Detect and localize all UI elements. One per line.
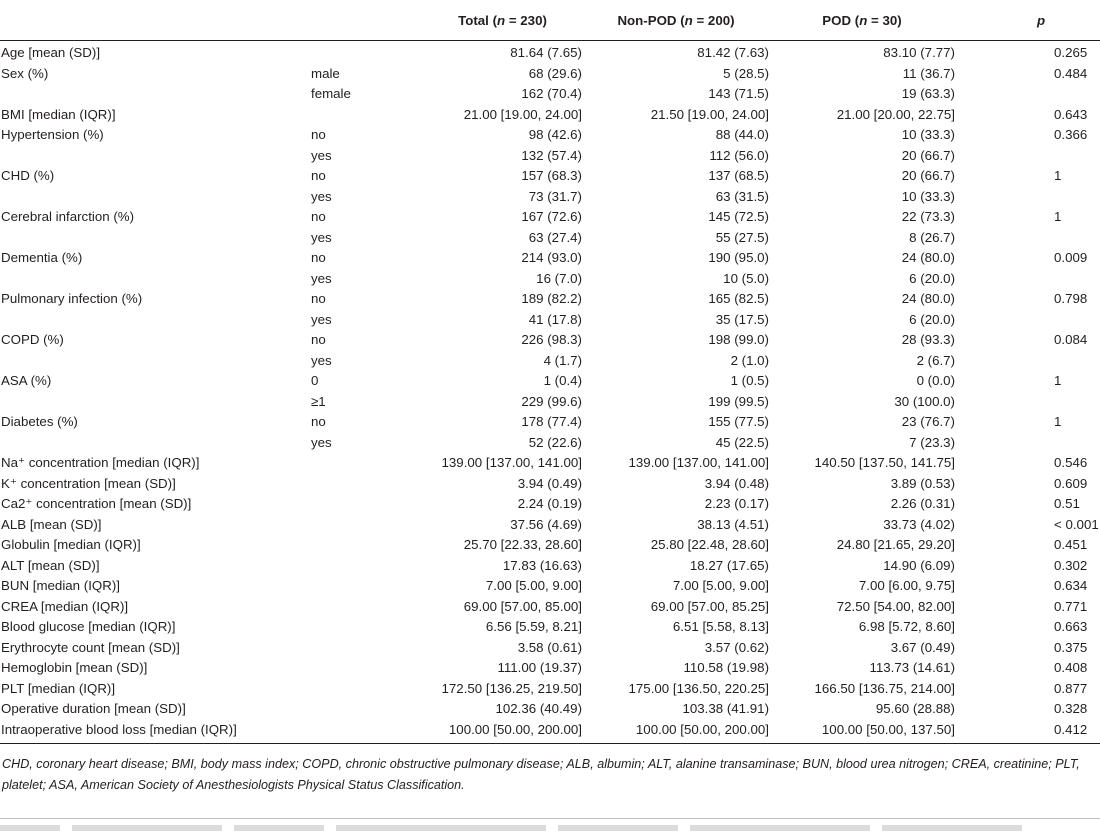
- cell-p-value: 0.084: [1054, 332, 1088, 347]
- table-row: [0, 576, 1100, 597]
- table-row: [0, 289, 1100, 310]
- cell-p-value: 0.771: [1054, 598, 1088, 614]
- cell-level: no: [311, 291, 326, 306]
- cell-p-value: 1: [1054, 168, 1062, 183]
- table-row: [0, 433, 1100, 454]
- cell-total: 41 (17.8): [528, 311, 582, 327]
- table-row: [0, 515, 1100, 536]
- cell-p-value: [955, 187, 1100, 208]
- cell-variable: Age [mean (SD)]: [1, 45, 101, 60]
- cell-non-pod: 112 (56.0): [709, 147, 769, 163]
- cell-p-value: 0.484: [1054, 65, 1088, 81]
- cell-pod: 10 (33.3): [901, 127, 955, 142]
- cell-non-pod: 3.57 (0.62): [704, 639, 769, 655]
- cell-level: yes: [311, 229, 332, 245]
- cell-total: 3.58 (0.61): [517, 639, 582, 655]
- cell-pod: 19 (63.3): [901, 86, 955, 101]
- cell-variable: Cerebral infarction (%): [1, 209, 135, 224]
- cell-pod: 8 (26.7): [909, 229, 955, 245]
- cell-variable: Ca2⁺ concentration [mean (SD)]: [1, 496, 192, 511]
- cell-total: 16 (7.0): [536, 270, 582, 286]
- table-row: [0, 248, 1100, 269]
- cell-variable: ALT [mean (SD)]: [1, 557, 100, 573]
- cell-non-pod: 18.27 (17.65): [689, 557, 769, 573]
- cell-non-pod: 81.42 (7.63): [697, 45, 769, 60]
- cell-pod: 24 (80.0): [901, 250, 955, 265]
- cell-level: no: [311, 332, 326, 347]
- cell-level: yes: [311, 434, 332, 450]
- cell-variable: [0, 187, 308, 208]
- cell-pod: 166.50 [136.75, 214.00]: [814, 680, 955, 696]
- cell-non-pod: 10 (5.0): [723, 270, 769, 286]
- cell-pod: 22 (73.3): [901, 209, 955, 224]
- cell-variable: CREA [median (IQR)]: [1, 598, 129, 614]
- cell-level: [308, 474, 422, 495]
- cell-non-pod: 199 (99.5): [708, 393, 769, 409]
- cell-non-pod: 7.00 [5.00, 9.00]: [672, 578, 769, 593]
- cell-variable: Na⁺ concentration [median (IQR)]: [1, 455, 200, 470]
- cell-variable: Diabetes (%): [1, 414, 78, 429]
- cell-variable: [0, 310, 308, 331]
- cell-p-value: 0.009: [1054, 250, 1088, 265]
- cell-p-value: 1: [1054, 414, 1062, 429]
- cell-level: yes: [311, 188, 332, 204]
- cell-non-pod: 6.51 [5.58, 8.13]: [672, 619, 769, 634]
- cell-p-value: 0.412: [955, 720, 1100, 744]
- cell-total: 69.00 [57.00, 85.00]: [463, 598, 582, 614]
- cell-level: [308, 556, 422, 577]
- table-row: [0, 412, 1100, 433]
- cell-variable: K⁺ concentration [mean (SD)]: [1, 475, 176, 491]
- cell-level: [308, 453, 422, 474]
- cell-pod: 20 (66.7): [901, 168, 955, 183]
- cell-level: no: [311, 209, 326, 224]
- cell-pod: 6 (20.0): [909, 311, 955, 327]
- cell-total: 37.56 (4.69): [510, 516, 582, 532]
- cell-level: ≥1: [311, 393, 326, 409]
- cell-non-pod: 198 (99.0): [708, 332, 769, 347]
- table-row: [0, 125, 1100, 146]
- table-row: [0, 658, 1100, 679]
- cell-level: no: [311, 250, 326, 265]
- cell-non-pod: 139.00 [137.00, 141.00]: [628, 455, 769, 470]
- cell-p-value: [955, 84, 1100, 105]
- cell-total: 25.70 [22.33, 28.60]: [463, 537, 582, 552]
- cell-non-pod: 45 (22.5): [715, 434, 769, 450]
- header-total-pre: Total (: [458, 12, 497, 28]
- table-row: [0, 84, 1100, 105]
- cell-level: [308, 105, 422, 126]
- cell-total: 3.94 (0.49): [517, 475, 582, 491]
- cell-variable: Globulin [median (IQR)]: [1, 537, 141, 552]
- cell-non-pod: 3.94 (0.48): [704, 475, 769, 491]
- cell-pod: 11 (36.7): [902, 65, 955, 81]
- table-row: [0, 453, 1100, 474]
- cell-pod: 6.98 [5.72, 8.60]: [858, 619, 955, 634]
- cell-pod: 2.26 (0.31): [890, 496, 955, 511]
- cell-p-value: [955, 392, 1100, 413]
- cell-p-value: 0.798: [1054, 291, 1088, 306]
- cell-total: 102.36 (40.49): [495, 701, 582, 716]
- cell-pod: 72.50 [54.00, 82.00]: [836, 598, 955, 614]
- cell-p-value: 0.265: [1054, 45, 1088, 60]
- cell-p-value: 0.408: [1054, 660, 1088, 675]
- header-pod-n: n: [859, 12, 868, 28]
- header-pod-pre: POD (: [822, 12, 860, 28]
- cell-pod: 21.00 [20.00, 22.75]: [836, 106, 955, 122]
- table-row: [0, 474, 1100, 495]
- cell-variable: [0, 84, 308, 105]
- cell-total: 17.83 (16.63): [502, 557, 582, 573]
- header-pod-post: = 30): [867, 12, 902, 28]
- cell-level: [308, 617, 422, 638]
- cut-off-text-fragment: [0, 825, 1100, 833]
- cell-non-pod: 155 (77.5): [708, 414, 769, 429]
- cell-variable: Erythrocyte count [mean (SD)]: [1, 639, 180, 655]
- cell-non-pod: 143 (71.5): [708, 86, 769, 101]
- table-body: [0, 41, 1100, 744]
- cell-p-value: 0.634: [1054, 578, 1088, 593]
- cell-pod: 24 (80.0): [901, 291, 955, 306]
- cell-level: [308, 41, 422, 64]
- cell-pod: 113.73 (14.61): [869, 660, 955, 675]
- cell-level: yes: [311, 270, 332, 286]
- cell-non-pod: 1 (0.5): [730, 373, 769, 388]
- cell-variable: Operative duration [mean (SD)]: [1, 701, 186, 716]
- cell-total: 172.50 [136.25, 219.50]: [441, 680, 582, 696]
- cell-pod: 0 (0.0): [916, 373, 955, 388]
- cell-total: 98 (42.6): [528, 127, 582, 142]
- cell-variable: Sex (%): [1, 65, 49, 81]
- cell-variable: Hemoglobin [mean (SD)]: [1, 660, 148, 675]
- cell-p-value: 0.451: [1054, 537, 1088, 552]
- cell-pod: 33.73 (4.02): [883, 516, 955, 532]
- cell-total: 226 (98.3): [521, 332, 582, 347]
- cell-level: yes: [311, 147, 332, 163]
- cell-total: 178 (77.4): [521, 414, 582, 429]
- table-row: [0, 617, 1100, 638]
- header-non-n: n: [684, 12, 693, 28]
- cell-non-pod: 2.23 (0.17): [704, 496, 769, 511]
- cell-p-value: [955, 146, 1100, 167]
- cell-pod: 24.80 [21.65, 29.20]: [836, 537, 955, 552]
- cell-level: female: [311, 86, 351, 101]
- table-row: [0, 228, 1100, 249]
- cell-non-pod: 145 (72.5): [708, 209, 769, 224]
- cell-variable: ALB [mean (SD)]: [1, 516, 102, 532]
- cell-p-value: < 0.001: [1054, 516, 1099, 532]
- cell-non-pod: 190 (95.0): [708, 250, 769, 265]
- table-row: [0, 720, 1100, 744]
- cell-variable: BUN [median (IQR)]: [1, 578, 120, 593]
- cell-total: 162 (70.4): [521, 86, 582, 101]
- cell-p-value: 0.51: [1054, 496, 1080, 511]
- cell-pod: 7 (23.3): [909, 434, 955, 450]
- cell-pod: 6 (20.0): [909, 270, 955, 286]
- cell-level: [308, 597, 422, 618]
- table-header: [0, 0, 1100, 41]
- cell-total: 68 (29.6): [528, 65, 582, 81]
- header-level: [308, 0, 422, 41]
- cell-level: no: [311, 168, 326, 183]
- table-row: [0, 187, 1100, 208]
- cell-variable: BMI [median (IQR)]: [1, 106, 116, 122]
- cell-pod: 2 (6.7): [916, 352, 955, 368]
- cell-variable: [0, 351, 308, 372]
- cell-variable: CHD (%): [1, 168, 55, 183]
- cell-total: 4 (1.7): [543, 352, 582, 368]
- cell-non-pod: 55 (27.5): [715, 229, 769, 245]
- cell-p-value: 0.366: [1054, 127, 1088, 142]
- cell-non-pod: 175.00 [136.50, 220.25]: [628, 680, 769, 696]
- cell-total: 81.64 (7.65): [510, 45, 582, 60]
- cell-p-value: 0.375: [1054, 639, 1088, 655]
- cell-variable: [0, 146, 308, 167]
- cell-level: no: [311, 414, 326, 429]
- cell-p-value: 1: [1054, 373, 1062, 388]
- cell-non-pod: 35 (17.5): [715, 311, 769, 327]
- cell-level: [308, 658, 422, 679]
- cell-variable: COPD (%): [1, 332, 64, 347]
- cell-variable: Intraoperative blood loss [median (IQR)]: [0, 720, 308, 744]
- cell-total: 111.00 (19.37): [497, 660, 582, 675]
- cell-level: [308, 494, 422, 515]
- cell-p-value: 0.877: [1054, 680, 1088, 696]
- cell-non-pod: 38.13 (4.51): [697, 516, 769, 532]
- cell-variable: Blood glucose [median (IQR)]: [1, 619, 176, 634]
- cell-variable: Dementia (%): [1, 250, 83, 265]
- cell-non-pod: 88 (44.0): [715, 127, 769, 142]
- cell-level: [308, 638, 422, 659]
- table-row: [0, 679, 1100, 700]
- header-non-pre: Non-POD (: [617, 12, 685, 28]
- cell-p-value: 0.546: [1054, 455, 1088, 470]
- cell-total: 6.56 [5.59, 8.21]: [485, 619, 582, 634]
- cell-pod: 10 (33.3): [901, 188, 955, 204]
- cell-pod: 3.67 (0.49): [890, 639, 955, 655]
- cell-non-pod: 21.50 [19.00, 24.00]: [650, 106, 769, 122]
- cell-total: 52 (22.6): [528, 434, 582, 450]
- cell-pod: 83.10 (7.77): [883, 45, 955, 60]
- cell-variable: Pulmonary infection (%): [1, 291, 143, 306]
- cell-pod: 14.90 (6.09): [883, 557, 955, 573]
- cell-p-value: 0.643: [1054, 106, 1088, 122]
- cell-p-value: 0.328: [1054, 701, 1088, 716]
- cell-level: 0: [311, 373, 319, 388]
- cell-total: 214 (93.0): [521, 250, 582, 265]
- cell-level: [308, 679, 422, 700]
- cell-pod: 7.00 [6.00, 9.75]: [858, 578, 955, 593]
- cell-total: 1 (0.4): [543, 373, 582, 388]
- cell-level: yes: [311, 311, 332, 327]
- cell-variable: [0, 433, 308, 454]
- cell-p-value: [955, 228, 1100, 249]
- cell-total: 21.00 [19.00, 24.00]: [463, 106, 582, 122]
- table-row: [0, 556, 1100, 577]
- cell-non-pod: 110.58 (19.98): [683, 660, 769, 675]
- cell-level: [308, 699, 422, 720]
- cell-total: 189 (82.2): [521, 291, 582, 306]
- cell-p-value: 0.302: [1054, 557, 1088, 573]
- cell-pod: 100.00 [50.00, 137.50]: [769, 720, 955, 744]
- cell-total: 73 (31.7): [528, 188, 582, 204]
- table-row: [0, 207, 1100, 228]
- header-pod: [769, 0, 955, 41]
- cell-non-pod: 25.80 [22.48, 28.60]: [650, 537, 769, 552]
- cell-variable: Hypertension (%): [1, 127, 104, 142]
- header-total-n: n: [497, 12, 506, 28]
- cell-pod: 140.50 [137.50, 141.75]: [814, 455, 955, 470]
- page-divider: [0, 818, 1100, 819]
- cell-level: yes: [311, 352, 332, 368]
- table-row: [0, 146, 1100, 167]
- cell-level: [308, 515, 422, 536]
- cell-total: 132 (57.4): [521, 147, 582, 163]
- cell-variable: [0, 269, 308, 290]
- table-footnote: CHD, coronary heart disease; BMI, body mass index; COPD, chronic obstructive pulmonary disease; ALB, albumin; ALT, alanine transaminase; BUN, blood urea nitrogen; CREA, creatinine; PLT, platelet; ASA, American Society of Anesthesiologists Physical Status Classification.: [2, 757, 1080, 792]
- cell-p-value: [955, 433, 1100, 454]
- table-row: [0, 597, 1100, 618]
- table-row: [0, 638, 1100, 659]
- cell-p-value: [955, 269, 1100, 290]
- cell-total: 157 (68.3): [521, 168, 582, 183]
- cell-pod: 3.89 (0.53): [890, 475, 955, 491]
- cell-p-value: 0.609: [1054, 475, 1088, 491]
- cell-pod: 20 (66.7): [901, 147, 955, 163]
- cell-total: 2.24 (0.19): [517, 496, 582, 511]
- cell-non-pod: 5 (28.5): [723, 65, 769, 81]
- cell-level: male: [311, 65, 340, 81]
- cell-level: [308, 535, 422, 556]
- cell-pod: 95.60 (28.88): [875, 701, 955, 716]
- cell-pod: 28 (93.3): [901, 332, 955, 347]
- table-row: [0, 494, 1100, 515]
- cell-total: 100.00 [50.00, 200.00]: [422, 720, 583, 744]
- cell-pod: 23 (76.7): [901, 414, 955, 429]
- cell-non-pod: 69.00 [57.00, 85.25]: [650, 598, 769, 614]
- cell-non-pod: 63 (31.5): [715, 188, 769, 204]
- cell-level: [308, 720, 422, 744]
- table-row: [0, 392, 1100, 413]
- table-row: [0, 351, 1100, 372]
- cell-variable: [0, 392, 308, 413]
- table-row: [0, 41, 1100, 64]
- cell-non-pod: 137 (68.5): [708, 168, 769, 183]
- cell-pod: 30 (100.0): [894, 393, 955, 409]
- table-row: [0, 535, 1100, 556]
- cell-non-pod: 100.00 [50.00, 200.00]: [583, 720, 769, 744]
- table-row: [0, 330, 1100, 351]
- header-non-pod: [583, 0, 769, 41]
- table-row: [0, 310, 1100, 331]
- cell-p-value: [955, 310, 1100, 331]
- cell-total: 63 (27.4): [528, 229, 582, 245]
- cell-non-pod: 165 (82.5): [708, 291, 769, 306]
- table-row: [0, 166, 1100, 187]
- cell-level: [308, 576, 422, 597]
- cell-variable: ASA (%): [1, 373, 52, 388]
- table-row: [0, 371, 1100, 392]
- header-total: [422, 0, 583, 41]
- table-row: [0, 64, 1100, 85]
- cell-variable: [0, 228, 308, 249]
- header-total-post: = 230): [505, 12, 547, 28]
- header-p-value: p: [955, 0, 1100, 41]
- table-row: [0, 269, 1100, 290]
- cell-non-pod: 2 (1.0): [730, 352, 769, 368]
- cell-total: 229 (99.6): [521, 393, 582, 409]
- header-variable: [0, 0, 308, 41]
- table-row: [0, 105, 1100, 126]
- cell-variable: PLT [median (IQR)]: [1, 680, 116, 696]
- header-non-post: = 200): [692, 12, 735, 28]
- cell-non-pod: 103.38 (41.91): [682, 701, 769, 716]
- cell-p-value: [955, 351, 1100, 372]
- cell-p-value: 0.663: [1054, 619, 1088, 634]
- cell-p-value: 1: [1054, 209, 1062, 224]
- table-row: [0, 699, 1100, 720]
- cell-total: 167 (72.6): [521, 209, 582, 224]
- cell-total: 7.00 [5.00, 9.00]: [485, 578, 582, 593]
- cell-total: 139.00 [137.00, 141.00]: [441, 455, 582, 470]
- cell-level: no: [311, 127, 326, 142]
